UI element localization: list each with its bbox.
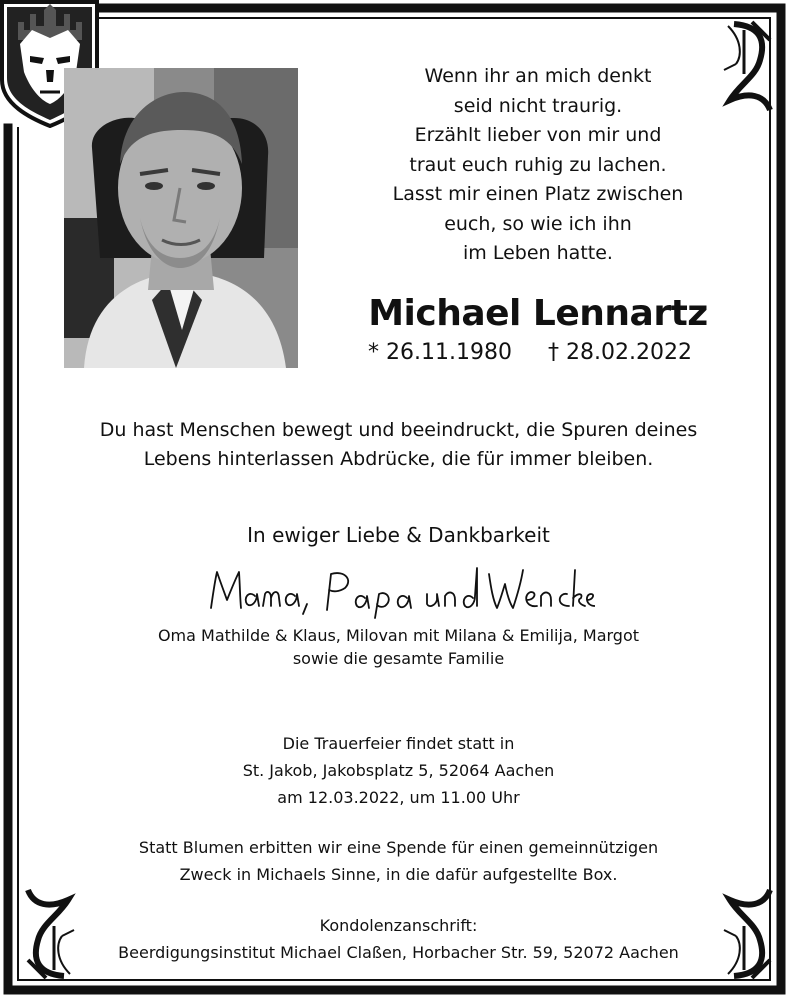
condolence-address: [40, 912, 757, 966]
service-line: St. Jakob, Jakobsplatz 5, 52064 Aachen: [242, 761, 555, 780]
death-date: † 28.02.2022: [548, 340, 692, 365]
family-line: Oma Mathilde & Klaus, Milovan mit Milana & Emilija, Margot: [157, 626, 640, 645]
life-dates: [368, 340, 708, 374]
birth-date: * 26.11.1980: [368, 340, 512, 365]
poem-line: Lasst mir einen Platz zwischen: [392, 183, 684, 205]
family-line: sowie die gesamte Familie: [292, 649, 505, 668]
family-list: [40, 624, 757, 670]
tribute-text: [40, 416, 757, 474]
donation-line: Statt Blumen erbitten wir eine Spende für einen gemeinnützigen: [138, 838, 659, 857]
portrait-photo: [64, 68, 298, 368]
service-line: am 12.03.2022, um 11.00 Uhr: [277, 788, 520, 807]
donation-note: [40, 834, 757, 888]
corner-ornament-top-right-icon: [724, 22, 770, 110]
deceased-name: Michael Lennartz: [368, 293, 708, 334]
donation-line: Zweck in Michaels Sinne, in die dafür aufgestellte Box.: [179, 865, 618, 884]
poem-line: seid nicht traurig.: [453, 94, 623, 117]
love-line-text: In ewiger Liebe & Dankbarkeit: [247, 523, 550, 547]
poem-line: traut euch ruhig zu lachen.: [409, 153, 667, 176]
poem-line: euch, so wie ich ihn: [444, 212, 632, 235]
service-line: Die Trauerfeier findet statt in: [282, 734, 515, 753]
love-line: [40, 520, 757, 550]
poem-line: Erzählt lieber von mir und: [414, 124, 662, 146]
tribute-line: Lebens hinterlassen Abdrücke, die für immer bleiben.: [143, 448, 654, 470]
condolence-address-line: Beerdigungsinstitut Michael Claßen, Horbacher Str. 59, 52072 Aachen: [118, 943, 679, 962]
condolence-label: Kondolenzanschrift:: [319, 916, 478, 935]
memorial-poem: [350, 62, 726, 269]
handwritten-signature: [205, 560, 595, 620]
poem-line: Wenn ihr an mich denkt: [424, 65, 652, 87]
funeral-service-info: [40, 730, 757, 811]
poem-line: im Leben hatte.: [463, 242, 613, 264]
tribute-line: Du hast Menschen bewegt und beeindruckt, die Spuren deines: [99, 419, 698, 441]
